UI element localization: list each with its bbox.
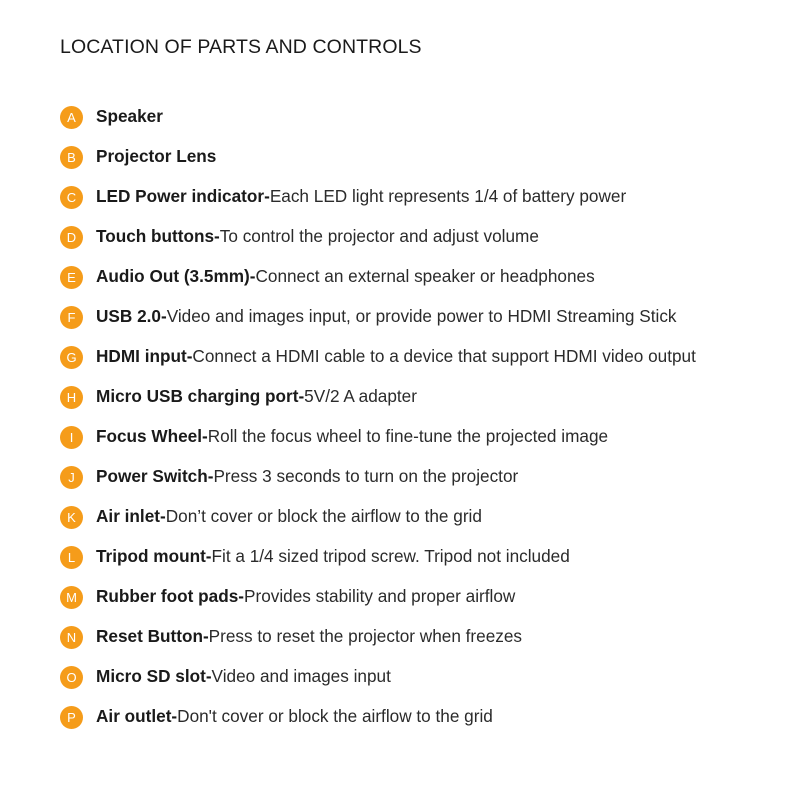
part-name: Power Switch-: [96, 466, 214, 487]
part-description: Connect an external speaker or headphones: [255, 266, 595, 287]
part-text: [96, 148, 216, 165]
part-description: Roll the focus wheel to fine-tune the projected image: [207, 426, 609, 447]
part-text: [96, 268, 595, 285]
part-description: Press to reset the projector when freezes: [208, 626, 523, 647]
part-name: Touch buttons-: [96, 226, 220, 247]
part-item-f: [60, 297, 696, 337]
part-description: Video and images input: [211, 666, 391, 687]
part-name: Speaker: [96, 106, 163, 127]
letter-badge: F: [60, 306, 83, 329]
part-description: Press 3 seconds to turn on the projector: [213, 466, 519, 487]
part-text: [96, 428, 608, 445]
letter-badge: J: [60, 466, 83, 489]
part-description: 5V/2 A adapter: [304, 386, 417, 407]
letter-badge: K: [60, 506, 83, 529]
part-name: Reset Button-: [96, 626, 209, 647]
part-item-c: [60, 177, 696, 217]
part-name: Micro SD slot-: [96, 666, 212, 687]
part-text: [96, 588, 515, 605]
letter-badge: G: [60, 346, 83, 369]
part-description: Fit a 1/4 sized tripod screw. Tripod not included: [211, 546, 570, 567]
letter-badge: E: [60, 266, 83, 289]
part-name: Focus Wheel-: [96, 426, 208, 447]
part-name: HDMI input-: [96, 346, 193, 367]
letter-badge: L: [60, 546, 83, 569]
part-description: Each LED light represents 1/4 of battery power: [269, 186, 627, 207]
part-item-o: [60, 657, 696, 697]
part-item-d: [60, 217, 696, 257]
part-name: Air outlet-: [96, 706, 178, 727]
part-text: [96, 108, 163, 125]
part-item-n: [60, 617, 696, 657]
part-item-a: [60, 97, 696, 137]
part-text: [96, 548, 570, 565]
part-item-m: [60, 577, 696, 617]
letter-badge: A: [60, 106, 83, 129]
part-text: [96, 508, 482, 525]
part-text: [96, 348, 696, 365]
page-title: LOCATION OF PARTS AND CONTROLS: [60, 36, 422, 58]
part-item-e: [60, 257, 696, 297]
part-item-j: [60, 457, 696, 497]
part-item-p: [60, 697, 696, 737]
part-text: [96, 188, 626, 205]
part-description: Don’t cover or block the airflow to the grid: [165, 506, 482, 527]
part-name: Micro USB charging port-: [96, 386, 305, 407]
part-item-i: [60, 417, 696, 457]
part-item-b: [60, 137, 696, 177]
letter-badge: C: [60, 186, 83, 209]
part-description: Video and images input, or provide power to HDMI Streaming Stick: [166, 306, 677, 327]
letter-badge: H: [60, 386, 83, 409]
part-description: To control the projector and adjust volume: [219, 226, 539, 247]
part-name: USB 2.0-: [96, 306, 167, 327]
part-text: [96, 628, 522, 645]
part-text: [96, 468, 518, 485]
part-description: Provides stability and proper airflow: [244, 586, 516, 607]
parts-list: [60, 97, 696, 737]
part-text: [96, 668, 391, 685]
part-text: [96, 308, 677, 325]
part-name: Rubber foot pads-: [96, 586, 244, 607]
part-item-k: [60, 497, 696, 537]
letter-badge: B: [60, 146, 83, 169]
part-item-l: [60, 537, 696, 577]
letter-badge: D: [60, 226, 83, 249]
letter-badge: I: [60, 426, 83, 449]
part-text: [96, 228, 539, 245]
part-item-g: [60, 337, 696, 377]
letter-badge: P: [60, 706, 83, 729]
part-name: Audio Out (3.5mm)-: [96, 266, 256, 287]
letter-badge: M: [60, 586, 83, 609]
part-name: Projector Lens: [96, 146, 217, 167]
part-text: [96, 708, 493, 725]
part-name: LED Power indicator-: [96, 186, 270, 207]
part-description: Connect a HDMI cable to a device that support HDMI video output: [192, 346, 696, 367]
letter-badge: N: [60, 626, 83, 649]
part-item-h: [60, 377, 696, 417]
part-name: Tripod mount-: [96, 546, 212, 567]
part-description: Don't cover or block the airflow to the grid: [177, 706, 493, 727]
part-name: Air inlet-: [96, 506, 166, 527]
letter-badge: O: [60, 666, 83, 689]
part-text: [96, 388, 417, 405]
